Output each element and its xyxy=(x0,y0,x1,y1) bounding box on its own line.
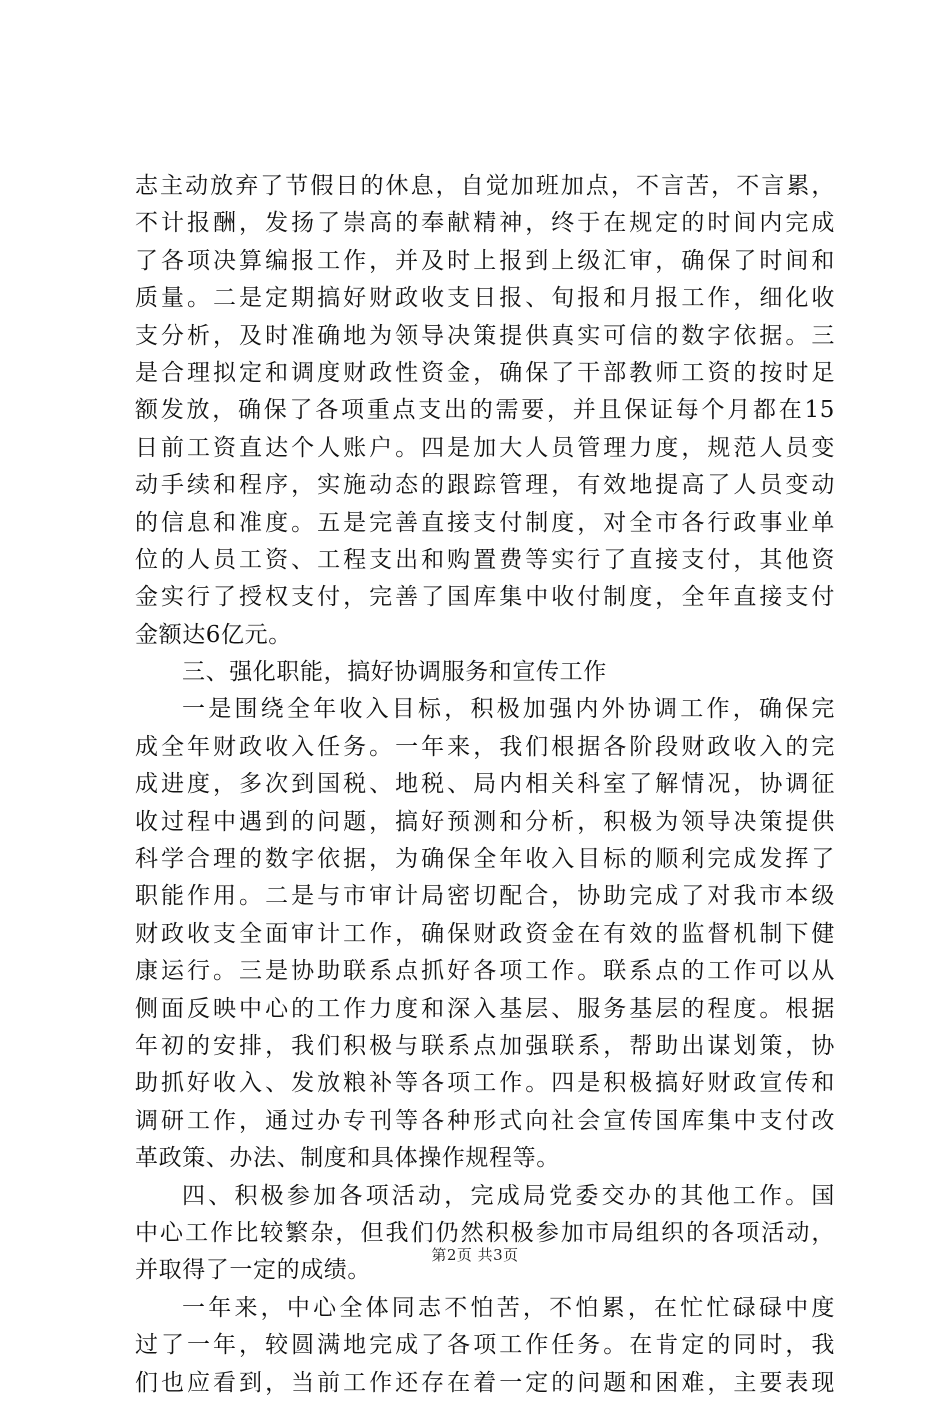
text-line: 是合理拟定和调度财政性资金，确保了干部教师工资的按时足 xyxy=(135,359,835,386)
text-line: 的信息和准度。五是完善直接支付制度，对全市各行政事业单 xyxy=(135,509,835,536)
text-line: 质量。二是定期搞好财政收支日报、旬报和月报工作，细化收 xyxy=(135,285,835,312)
text-line: 位的人员工资、工程支出和购置费等实行了直接支付，其他资 xyxy=(135,546,835,573)
text-line: 不计报酬，发扬了崇高的奉献精神，终于在规定的时间内完成 xyxy=(135,210,835,237)
text-line: 年初的安排，我们积极与联系点加强联系，帮助出谋划策，协 xyxy=(135,1032,835,1059)
text-line: 一是围绕全年收入目标，积极加强内外协调工作，确保完 xyxy=(182,696,835,723)
text-line: 康运行。三是协助联系点抓好各项工作。联系点的工作可以从 xyxy=(135,958,835,985)
text-line: 金实行了授权支付，完善了国库集中收付制度，全年直接支付 xyxy=(135,584,835,611)
text-line: 四、积极参加各项活动，完成局党委交办的其他工作。国 xyxy=(182,1182,835,1209)
text-line: 革政策、办法、制度和具体操作规程等。 xyxy=(135,1145,560,1172)
text-line: 收过程中遇到的问题，搞好预测和分析，积极为领导决策提供 xyxy=(135,808,835,835)
text-line: 侧面反映中心的工作力度和深入基层、服务基层的程度。根据 xyxy=(135,995,835,1022)
text-line: 三、强化职能，搞好协调服务和宣传工作 xyxy=(182,659,607,686)
text-line: 们也应看到，当前工作还存在着一定的问题和困难，主要表现 xyxy=(135,1369,835,1396)
text-line: 一年来，中心全体同志不怕苦，不怕累，在忙忙碌碌中度 xyxy=(182,1294,835,1321)
text-line: 成进度，多次到国税、地税、局内相关科室了解情况，协调征 xyxy=(135,771,835,798)
text-line: 调研工作，通过办专刊等各种形式向社会宣传国库集中支付改 xyxy=(135,1107,835,1134)
text-line: 支分析，及时准确地为领导决策提供真实可信的数字依据。三 xyxy=(135,322,835,349)
text-line: 动手续和程序，实施动态的跟踪管理，有效地提高了人员变动 xyxy=(135,472,835,499)
page-footer: 第2页 共3页 xyxy=(431,1246,519,1264)
text-line: 金额达6亿元。 xyxy=(135,621,292,648)
document-body xyxy=(135,168,835,1402)
text-line: 科学合理的数字依据，为确保全年收入目标的顺利完成发挥了 xyxy=(135,846,835,873)
text-line: 职能作用。二是与市审计局密切配合，协助完成了对我市本级 xyxy=(135,883,835,910)
text-line: 中心工作比较繁杂，但我们仍然积极参加市局组织的各项活动， xyxy=(135,1219,835,1246)
text-line: 成全年财政收入任务。一年来，我们根据各阶段财政收入的完 xyxy=(135,733,835,760)
text-line: 并取得了一定的成绩。 xyxy=(135,1257,371,1284)
text-line: 了各项决算编报工作，并及时上报到上级汇审，确保了时间和 xyxy=(135,247,835,274)
text-line: 日前工资直达个人账户。四是加大人员管理力度，规范人员变 xyxy=(135,434,835,461)
text-line: 志主动放弃了节假日的休息，自觉加班加点，不言苦，不言累， xyxy=(135,173,835,199)
text-line: 额发放，确保了各项重点支出的需要，并且保证每个月都在15 xyxy=(135,397,835,424)
text-line: 过了一年，较圆满地完成了各项工作任务。在肯定的同时，我 xyxy=(135,1332,835,1359)
text-line: 财政收支全面审计工作，确保财政资金在有效的监督机制下健 xyxy=(135,920,835,947)
text-line: 助抓好收入、发放粮补等各项工作。四是积极搞好财政宣传和 xyxy=(135,1070,835,1097)
